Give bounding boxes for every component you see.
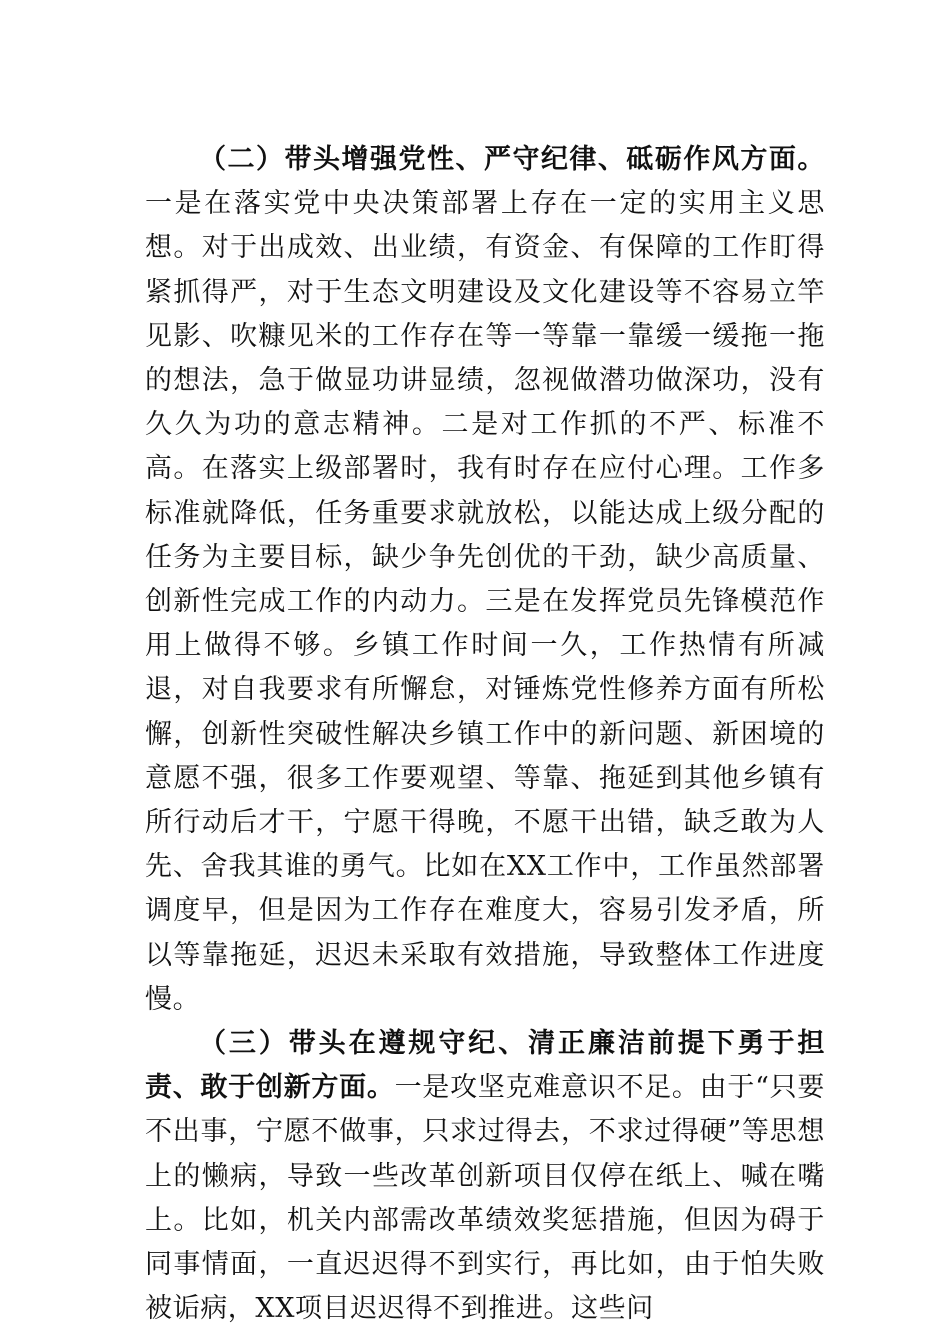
paragraph-section-3 xyxy=(145,1022,825,1331)
section-3-body: 一是攻坚克难意识不足。由于“只要不出事，宁愿不做事，只求过得去，不求过得硬”等思想上的懒病，导致一些改革创新项目仅停在纸上、喊在嘴上。比如，机关内部需改革绩效奖惩措施，但因为碍于同事情面，一直迟迟得不到实行，再比如，由于怕失败被诟病，XX项目迟迟得不到推进。这些问 xyxy=(145,1072,826,1325)
section-2-heading: （二）带头增强党性、严守纪律、砥砺作风方面。 xyxy=(199,144,825,175)
paragraph-section-2 xyxy=(145,138,825,1022)
document-body xyxy=(145,138,825,1331)
section-3-heading: （三）带头在遵规守纪、清正廉洁前提下勇于担责、敢于创新方面。 xyxy=(145,1028,825,1104)
section-2-body: 一是在落实党中央决策部署上存在一定的实用主义思想。对于出成效、出业绩，有资金、有保障的工作盯得紧抓得严，对于生态文明建设及文化建设等不容易立竿见影、吹糠见米的工作存在等一等靠一靠缓一缓拖一拖的想法，急于做显功讲显绩，忽视做潜功做深功，没有久久为功的意志精神。二是对工作抓的不严、标准不高。在落实上级部署时，我有时存在应付心理。工作多标准就降低，任务重要求就放松，以能达成上级分配的任务为主要目标，缺少争先创优的干劲，缺少高质量、创新性完成工作的内动力。三是在发挥党员先锋模范作用上做得不够。乡镇工作时间一久，工作热情有所减退，对自我要求有所懈怠，对锤炼党性修养方面有所松懈，创新性突破性解决乡镇工作中的新问题、新困境的意愿不强，很多工作要观望、等靠、拖延到其他乡镇有所行动后才干，宁愿干得晚，不愿干出错，缺乏敢为人先、舍我其谁的勇气。比如在XX工作中，工作虽然部署调度早，但是因为工作存在难度大，容易引发矛盾，所以等靠拖延，迟迟未采取有效措施，导致整体工作进度慢。 xyxy=(145,188,825,1015)
